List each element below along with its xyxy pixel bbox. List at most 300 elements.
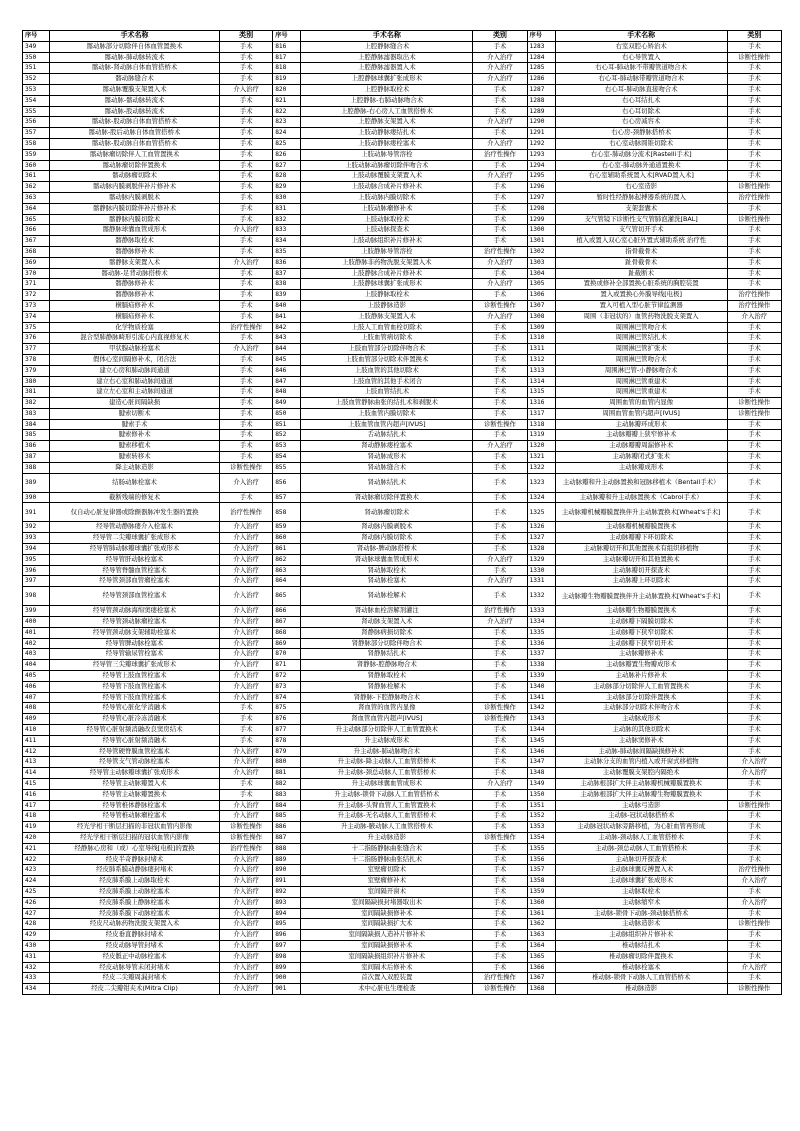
table-body (23, 41, 782, 994)
index-cell: 1335 (527, 627, 555, 638)
name-cell: 室壁瘤修补术 (301, 876, 473, 887)
index-cell: 1309 (527, 322, 555, 333)
name-cell: 上腔静脉滤器取出术 (301, 52, 473, 63)
table-row (23, 74, 782, 85)
index-cell: 1314 (527, 376, 555, 387)
category-cell: 介入治疗 (473, 576, 527, 587)
name-cell: 椎动脉栓塞术 (555, 962, 727, 973)
index-cell: 400 (23, 617, 50, 628)
index-cell: 1350 (527, 789, 555, 800)
category-cell: 介入治疗 (473, 257, 527, 268)
name-cell: 上肢动脉导管溶栓 (301, 149, 473, 160)
name-cell: 主动脉瓣瓣下环切除术 (555, 533, 727, 544)
index-cell: 396 (23, 565, 50, 576)
table-row (23, 160, 782, 171)
table-row (23, 225, 782, 236)
index-cell: 819 (273, 74, 301, 85)
name-cell: 髂静脉球囊血管成形术 (50, 225, 220, 236)
name-cell: 主动脉瓣和升主动脉置换和冠脉移植术（Bentall手术） (555, 473, 727, 492)
category-cell: 手术 (473, 365, 527, 376)
index-cell: 876 (273, 714, 301, 725)
category-cell: 介入治疗 (220, 681, 273, 692)
index-cell: 1318 (527, 419, 555, 430)
index-cell: 1361 (527, 908, 555, 919)
table-row (23, 311, 782, 322)
category-cell: 手术 (220, 354, 273, 365)
table-row (23, 930, 782, 941)
table-row (23, 854, 782, 865)
category-cell: 手术 (473, 886, 527, 897)
name-cell: 主动脉瓣下隔膜切除术 (555, 617, 727, 628)
index-cell: 1289 (527, 106, 555, 117)
index-cell: 874 (273, 692, 301, 703)
table-row (23, 95, 782, 106)
name-cell: 主动脉补片修补术 (555, 671, 727, 682)
category-cell: 手术 (727, 387, 781, 398)
category-cell: 手术 (473, 757, 527, 768)
category-cell: 手术 (727, 565, 781, 576)
category-cell: 手术 (473, 930, 527, 941)
category-cell: 介入治疗 (220, 811, 273, 822)
name-cell: 主动脉瓣切开和其他置换术 (555, 554, 727, 565)
index-cell: 818 (273, 63, 301, 74)
name-cell: 十二指肠静脉曲张缝合术 (301, 843, 473, 854)
name-cell: 主动脉-锁骨下动脉-颈动脉搭桥术 (555, 908, 727, 919)
category-cell: 手术 (473, 962, 527, 973)
table-row (23, 768, 782, 779)
table-row (23, 333, 782, 344)
index-cell: 898 (273, 951, 301, 962)
index-cell: 351 (23, 63, 50, 74)
category-cell: 手术 (220, 160, 273, 171)
table-row (23, 692, 782, 703)
name-cell: 主动脉分支的血管内植入或开窗式移植物 (555, 757, 727, 768)
name-cell: 升主动脉-腋动脉人工血管搭桥术 (301, 822, 473, 833)
table-row (23, 919, 782, 930)
index-cell: 825 (273, 138, 301, 149)
index-cell: 1316 (527, 398, 555, 409)
category-cell: 介入治疗 (220, 886, 273, 897)
name-cell: 右心耳切除术 (555, 106, 727, 117)
name-cell: 经导管三尖瓣球囊扩张成形术 (50, 660, 220, 671)
table-row (23, 214, 782, 225)
name-cell: 上肢血管的其他切除术 (301, 365, 473, 376)
table-row (23, 876, 782, 887)
category-cell: 手术 (727, 452, 781, 463)
index-cell: 1329 (527, 554, 555, 565)
name-cell: 髂动脉瘤切除伴人工血管置换术 (50, 149, 220, 160)
index-cell: 397 (23, 576, 50, 587)
category-cell: 手术 (220, 192, 273, 203)
index-cell: 401 (23, 627, 50, 638)
index-cell: 426 (23, 897, 50, 908)
name-cell: 指骨截骨术 (555, 246, 727, 257)
table-row (23, 984, 782, 995)
category-cell: 手术 (220, 419, 273, 430)
category-cell: 手术 (473, 182, 527, 193)
name-cell: 植入或置入双心室心脏外置式辅助系统 治疗性 (555, 236, 727, 247)
category-cell: 手术 (473, 533, 527, 544)
name-cell: 仅自动心脏复律器或除颤器脉冲发生器的置换 (50, 503, 220, 522)
index-cell: 404 (23, 660, 50, 671)
index-cell: 873 (273, 681, 301, 692)
category-cell: 手术 (727, 344, 781, 355)
index-cell: 381 (23, 387, 50, 398)
name-cell: 经导管颈部血管栓塞术 (50, 587, 220, 606)
index-cell: 403 (23, 649, 50, 660)
index-cell: 1333 (527, 606, 555, 617)
index-cell: 1325 (527, 503, 555, 522)
name-cell: 主动脉瓣成形术 (555, 462, 727, 473)
category-cell: 诊断性操作 (473, 419, 527, 430)
table-row (23, 671, 782, 682)
category-cell: 手术 (473, 203, 527, 214)
index-cell: 1285 (527, 63, 555, 74)
category-cell: 手术 (220, 74, 273, 85)
name-cell: 上肢静脉合成补片修补术 (301, 268, 473, 279)
category-cell: 手术 (473, 746, 527, 757)
index-cell: 411 (23, 735, 50, 746)
index-cell: 1302 (527, 246, 555, 257)
category-cell: 手术 (473, 473, 527, 492)
index-cell: 359 (23, 149, 50, 160)
table-row (23, 703, 782, 714)
name-cell: 建造心脏间隔缺损 (50, 398, 220, 409)
category-cell: 诊断性操作 (727, 398, 781, 409)
index-cell: 365 (23, 214, 50, 225)
name-cell: 肾动脉球囊血管成形术 (301, 554, 473, 565)
category-cell: 手术 (727, 279, 781, 290)
table-row (23, 576, 782, 587)
name-cell: 室间隔缺损修补术 (301, 940, 473, 951)
category-cell: 手术 (727, 225, 781, 236)
index-cell: 893 (273, 897, 301, 908)
name-cell: 升主动脉-无名动脉人工血管搭桥术 (301, 811, 473, 822)
index-cell: 870 (273, 649, 301, 660)
category-cell: 手术 (220, 149, 273, 160)
index-cell: 860 (273, 533, 301, 544)
index-cell: 847 (273, 376, 301, 387)
category-cell: 手术 (473, 41, 527, 52)
category-cell: 手术 (727, 940, 781, 951)
index-cell: 1321 (527, 452, 555, 463)
index-cell: 1326 (527, 522, 555, 533)
name-cell: 室壁瘤切除术 (301, 865, 473, 876)
index-cell: 875 (273, 703, 301, 714)
name-cell: 肾静脉栓解术 (301, 681, 473, 692)
index-cell: 827 (273, 160, 301, 171)
category-cell: 介入治疗 (473, 63, 527, 74)
index-cell: 846 (273, 365, 301, 376)
name-cell: 髂动脉内膜剥脱伴补片修补术 (50, 182, 220, 193)
index-cell: 883 (273, 789, 301, 800)
category-cell: 手术 (473, 897, 527, 908)
index-cell: 425 (23, 886, 50, 897)
index-cell: 1317 (527, 408, 555, 419)
category-cell: 治疗性操作 (727, 865, 781, 876)
name-cell: 经光学相干断层扫描的非冠状血管内影像 (50, 822, 220, 833)
category-cell: 手术 (473, 192, 527, 203)
table-row (23, 822, 782, 833)
name-cell: 置入可植入型心脏节律监测器 (555, 300, 727, 311)
name-cell: 上肢动脉组织补片修补术 (301, 236, 473, 247)
name-cell: 升主动脉球囊血管成形术 (301, 779, 473, 790)
index-cell: 1306 (527, 290, 555, 301)
category-cell: 介入治疗 (727, 311, 781, 322)
index-cell: 867 (273, 617, 301, 628)
name-cell: 经导管椎体静脉栓塞术 (50, 800, 220, 811)
name-cell: 髂动脉覆膜支架置入术 (50, 84, 220, 95)
index-cell: 854 (273, 452, 301, 463)
category-cell: 手术 (220, 714, 273, 725)
category-cell: 治疗性操作 (473, 246, 527, 257)
index-cell: 822 (273, 106, 301, 117)
category-cell: 手术 (220, 128, 273, 139)
name-cell: 肾静脉取栓术 (301, 671, 473, 682)
name-cell: 经皮肺系膜上静脉栓塞术 (50, 897, 220, 908)
index-cell: 1301 (527, 236, 555, 247)
name-cell: 主动脉切开探查术 (555, 854, 727, 865)
table-row (23, 908, 782, 919)
name-cell: 经静脉心房和（或）心室导线[电极]的置换 (50, 843, 220, 854)
category-cell: 手术 (727, 268, 781, 279)
name-cell: 甲状腺动脉栓塞术 (50, 344, 220, 355)
category-cell: 介入治疗 (220, 919, 273, 930)
category-cell: 手术 (727, 703, 781, 714)
index-cell: 872 (273, 671, 301, 682)
name-cell: 主动脉瓣切开探查术 (555, 565, 727, 576)
name-cell: 降主动脉造影 (50, 462, 220, 473)
index-cell: 1327 (527, 533, 555, 544)
category-cell: 手术 (727, 63, 781, 74)
index-cell: 358 (23, 138, 50, 149)
index-cell: 840 (273, 300, 301, 311)
category-cell: 手术 (473, 95, 527, 106)
header-index-2: 序号 (273, 31, 301, 42)
index-cell: 353 (23, 84, 50, 95)
category-cell: 手术 (727, 725, 781, 736)
index-cell: 382 (23, 398, 50, 409)
category-cell: 手术 (727, 203, 781, 214)
category-cell: 手术 (727, 886, 781, 897)
index-cell: 395 (23, 554, 50, 565)
name-cell: 主动脉球囊扩张成形术 (555, 876, 727, 887)
index-cell: 1345 (527, 735, 555, 746)
category-cell: 手术 (727, 441, 781, 452)
name-cell: 髂静脉修补术 (50, 290, 220, 301)
index-cell: 849 (273, 398, 301, 409)
category-cell: 介入治疗 (220, 800, 273, 811)
category-cell: 手术 (220, 279, 273, 290)
name-cell: 右心房-颈静脉搭桥术 (555, 128, 727, 139)
name-cell: 室间隔开窗术 (301, 886, 473, 897)
name-cell: 上腔静脉-右肺动脉吻合术 (301, 95, 473, 106)
category-cell: 介入治疗 (220, 951, 273, 962)
index-cell: 1344 (527, 725, 555, 736)
category-cell: 手术 (473, 908, 527, 919)
category-cell: 手术 (727, 160, 781, 171)
index-cell: 899 (273, 962, 301, 973)
name-cell: 支气管切开手术 (555, 225, 727, 236)
category-cell: 手术 (727, 854, 781, 865)
name-cell: 主动脉冠状动脉旁路移植，为心脏血管再形成 (555, 822, 727, 833)
index-cell: 378 (23, 354, 50, 365)
name-cell: 髂动脉-股动脉自体血管搭桥术 (50, 138, 220, 149)
category-cell: 手术 (727, 735, 781, 746)
category-cell: 手术 (473, 354, 527, 365)
index-cell: 369 (23, 257, 50, 268)
category-cell: 介入治疗 (473, 441, 527, 452)
header-name-2: 手术名称 (301, 31, 473, 42)
name-cell: 主动脉-颈总动脉人工血管搭桥术 (555, 843, 727, 854)
table-row (23, 757, 782, 768)
name-cell: 右室双腔心矫治术 (555, 41, 727, 52)
category-cell: 手术 (473, 398, 527, 409)
category-cell: 手术 (473, 160, 527, 171)
category-cell: 诊断性操作 (473, 832, 527, 843)
index-cell: 428 (23, 919, 50, 930)
index-cell: 374 (23, 311, 50, 322)
name-cell: 支架套囊术 (555, 203, 727, 214)
name-cell: 经皮肺系膜下动脉栓塞术 (50, 908, 220, 919)
index-cell: 424 (23, 876, 50, 887)
name-cell: 肾动脉取栓术 (301, 565, 473, 576)
category-cell: 手术 (727, 660, 781, 671)
table-row (23, 300, 782, 311)
name-cell: 肾动脉瘤切除术 (301, 503, 473, 522)
category-cell: 诊断性操作 (727, 214, 781, 225)
index-cell: 1338 (527, 660, 555, 671)
name-cell: 腱索移植术 (50, 441, 220, 452)
table-row (23, 84, 782, 95)
table-row (23, 128, 782, 139)
name-cell: 主动脉的其他切除术 (555, 725, 727, 736)
name-cell: 肾动脉内膜剥脱术 (301, 522, 473, 533)
index-cell: 829 (273, 182, 301, 193)
name-cell: 升主动脉-颈总动脉人工血管搭桥术 (301, 768, 473, 779)
category-cell: 介入治疗 (220, 768, 273, 779)
name-cell: 上肢动脉动脉瘤切除伴吻合术 (301, 160, 473, 171)
category-cell: 手术 (220, 52, 273, 63)
category-cell: 手术 (727, 74, 781, 85)
category-cell: 手术 (220, 725, 273, 736)
category-cell: 手术 (727, 473, 781, 492)
index-cell: 844 (273, 344, 301, 355)
table-row (23, 246, 782, 257)
index-cell: 392 (23, 522, 50, 533)
name-cell: 右心导管置入 (555, 52, 727, 63)
index-cell: 1324 (527, 492, 555, 503)
table-row (23, 322, 782, 333)
index-cell: 364 (23, 203, 50, 214)
header-name-3: 手术名称 (555, 31, 727, 42)
index-cell: 354 (23, 95, 50, 106)
category-cell: 手术 (473, 865, 527, 876)
category-cell: 手术 (473, 492, 527, 503)
category-cell: 介入治疗 (473, 171, 527, 182)
category-cell: 介入治疗 (473, 554, 527, 565)
table-row (23, 940, 782, 951)
index-cell: 362 (23, 182, 50, 193)
name-cell: 上肢静脉取栓术 (301, 290, 473, 301)
category-cell: 手术 (727, 908, 781, 919)
table-row (23, 492, 782, 503)
name-cell: 右心室动脉圆锥切除术 (555, 138, 727, 149)
index-cell: 1291 (527, 128, 555, 139)
category-cell: 治疗性操作 (473, 606, 527, 617)
index-cell: 1332 (527, 587, 555, 606)
index-cell: 383 (23, 408, 50, 419)
header-category-3: 类别 (727, 31, 781, 42)
category-cell: 介入治疗 (727, 962, 781, 973)
name-cell: 肾动脉成形术 (301, 452, 473, 463)
index-cell: 380 (23, 376, 50, 387)
category-cell: 诊断性操作 (727, 182, 781, 193)
category-cell: 治疗性操作 (727, 300, 781, 311)
category-cell: 手术 (727, 973, 781, 984)
table-row (23, 565, 782, 576)
name-cell: 升主动脉-降主动脉人工血管搭桥术 (301, 757, 473, 768)
index-cell: 393 (23, 533, 50, 544)
category-cell: 介入治疗 (220, 606, 273, 617)
index-cell: 1340 (527, 681, 555, 692)
name-cell: 周围淋巴管重建术 (555, 376, 727, 387)
name-cell: 化学物质栓塞 (50, 322, 220, 333)
table-row (23, 735, 782, 746)
index-cell: 1331 (527, 576, 555, 587)
name-cell: 上肢动脉覆膜支架置入术 (301, 171, 473, 182)
index-cell: 900 (273, 973, 301, 984)
category-cell: 手术 (220, 268, 273, 279)
name-cell: 建立左心室和主动脉间通道 (50, 387, 220, 398)
index-cell: 391 (23, 503, 50, 522)
index-cell: 1337 (527, 649, 555, 660)
index-cell: 390 (23, 492, 50, 503)
category-cell: 治疗性操作 (727, 192, 781, 203)
name-cell: 髂动脉-股后动脉自体血管搭桥术 (50, 128, 220, 139)
index-cell: 1315 (527, 387, 555, 398)
category-cell: 手术 (727, 84, 781, 95)
name-cell: 上肢血管部分切除术伴置换术 (301, 354, 473, 365)
category-cell: 手术 (473, 522, 527, 533)
table-row (23, 843, 782, 854)
category-cell: 治疗性操作 (220, 843, 273, 854)
name-cell: 主动脉取栓术 (555, 886, 727, 897)
category-cell: 手术 (473, 268, 527, 279)
name-cell: 横膈疝修补术 (50, 300, 220, 311)
name-cell: 主动脉部分切除伴置换术 (555, 692, 727, 703)
table-row (23, 376, 782, 387)
category-cell: 手术 (220, 63, 273, 74)
category-cell: 诊断性操作 (727, 919, 781, 930)
name-cell: 经导管椎动脉瘤栓塞术 (50, 811, 220, 822)
index-cell: 387 (23, 452, 50, 463)
index-cell: 388 (23, 462, 50, 473)
index-cell: 1288 (527, 95, 555, 106)
index-cell: 856 (273, 473, 301, 492)
index-cell: 355 (23, 106, 50, 117)
name-cell: 经导管心脏冷冻消融术 (50, 714, 220, 725)
index-cell: 414 (23, 768, 50, 779)
category-cell: 手术 (727, 533, 781, 544)
index-cell: 1295 (527, 171, 555, 182)
name-cell: 术中心脏电生理检查 (301, 984, 473, 995)
index-cell: 857 (273, 492, 301, 503)
index-cell: 356 (23, 117, 50, 128)
name-cell: 上肢血管病切除术 (301, 333, 473, 344)
index-cell: 826 (273, 149, 301, 160)
name-cell: 周围淋巴管吻合术 (555, 354, 727, 365)
